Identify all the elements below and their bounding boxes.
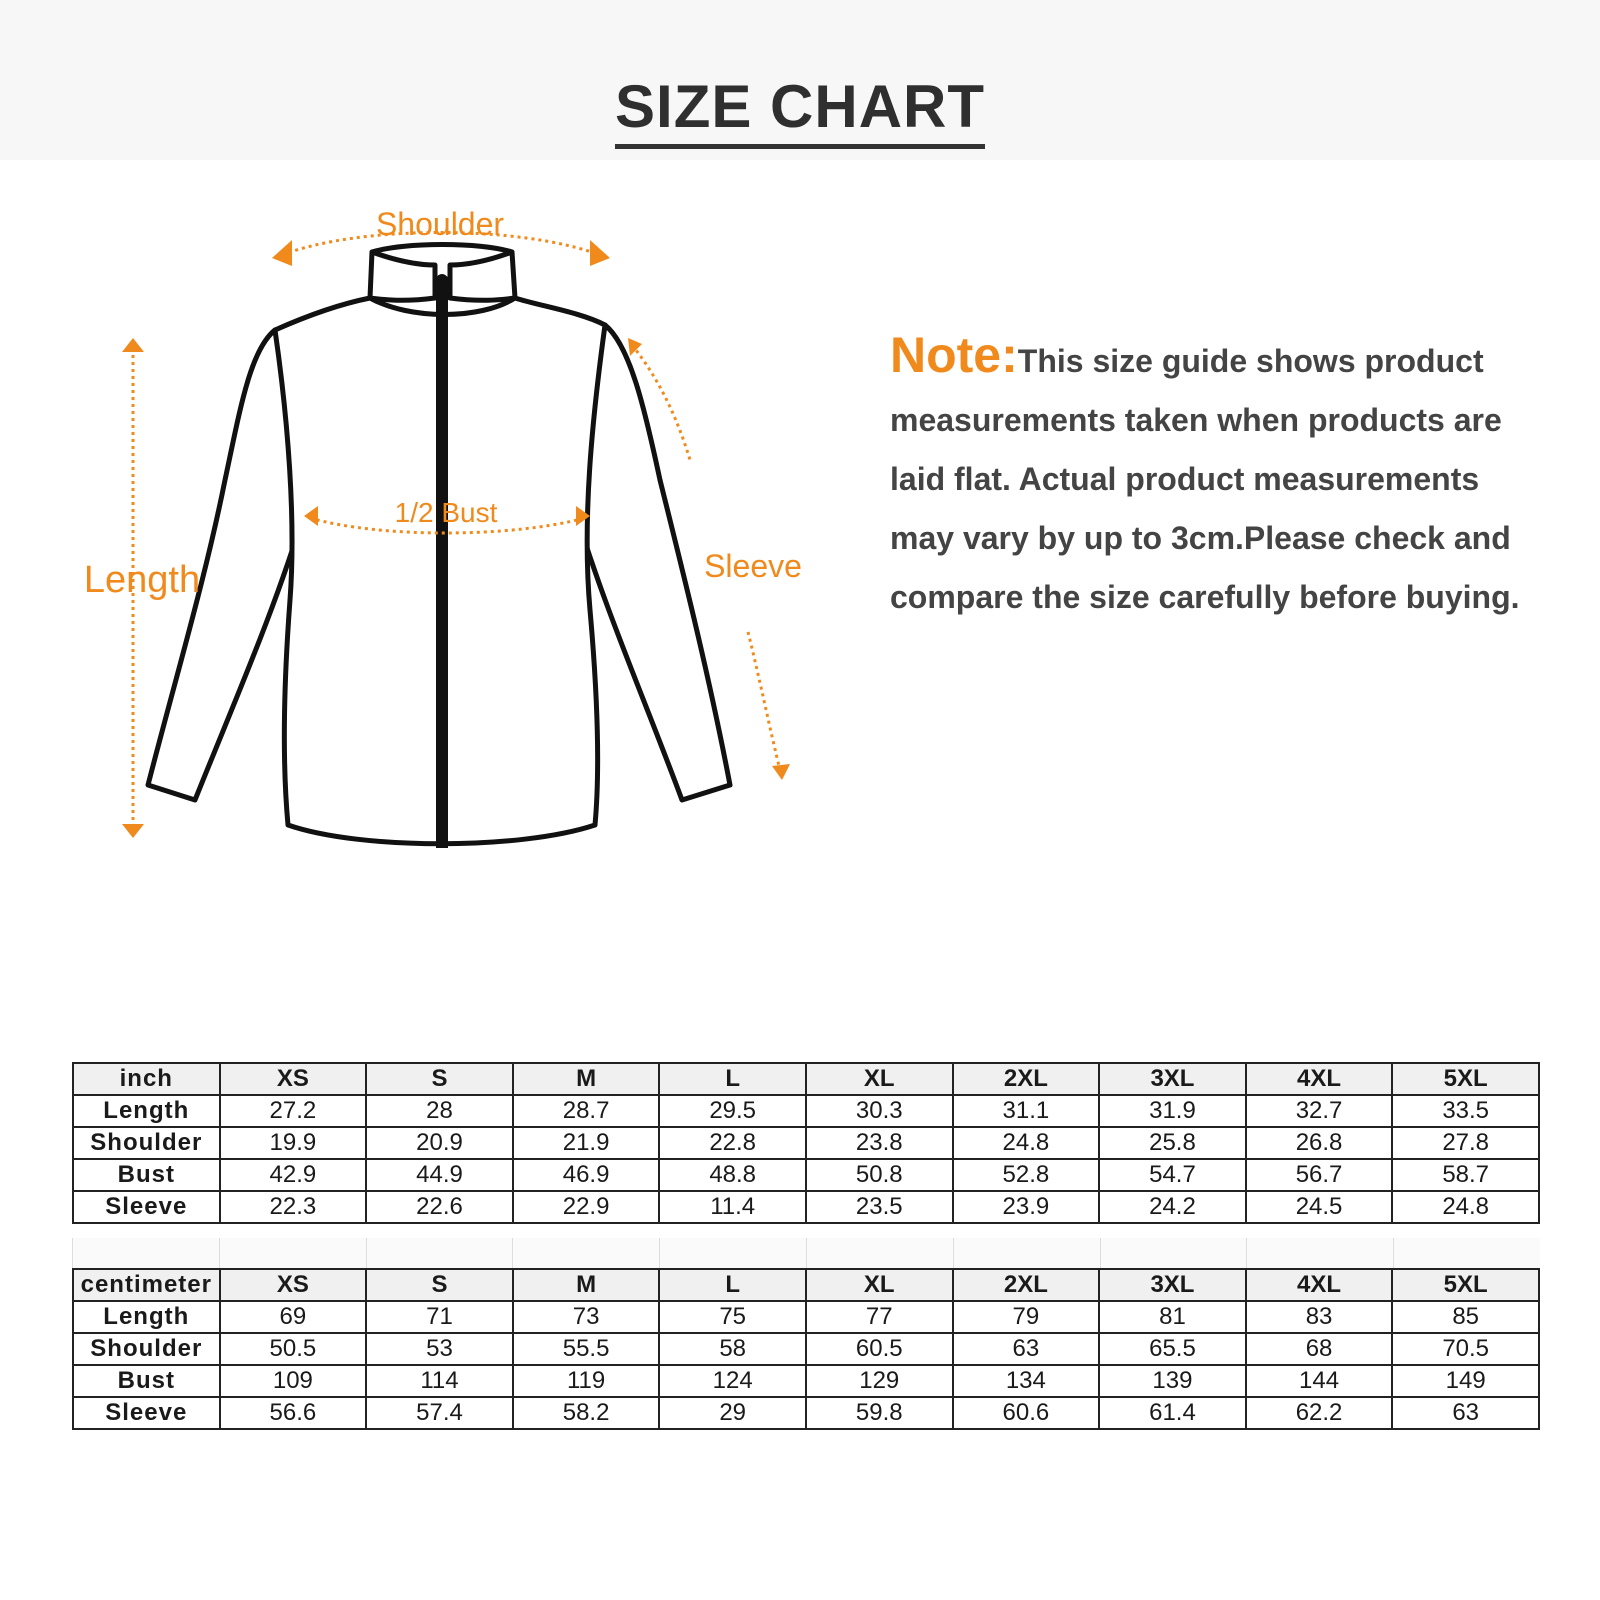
table-cell: 24.2 [1099,1191,1246,1223]
table-cell: 48.8 [659,1159,806,1191]
zipper-pull [433,274,451,302]
table-cell: 71 [366,1301,513,1333]
note-label: Note: [890,327,1018,383]
size-header: 3XL [1099,1063,1246,1095]
table-cell: 42.9 [220,1159,367,1191]
table-cell: 69 [220,1301,367,1333]
note-block [890,327,1540,627]
table-cell: 68 [1246,1333,1393,1365]
spacer-cell [366,1238,513,1268]
size-header: XL [806,1063,953,1095]
table-cell: 56.6 [220,1397,367,1429]
size-header: 5XL [1392,1063,1539,1095]
jacket-diagram-svg [60,180,860,880]
row-label: Shoulder [73,1127,220,1159]
table-cell: 28.7 [513,1095,660,1127]
table-row [73,1127,1539,1159]
table-cell: 27.2 [220,1095,367,1127]
page-title-text: SIZE CHART [615,72,985,149]
table-cell: 50.5 [220,1333,367,1365]
table-cell: 50.8 [806,1159,953,1191]
row-label: Bust [73,1365,220,1397]
spacer-cell [953,1238,1100,1268]
spacer-cell [1393,1238,1540,1268]
size-header: S [366,1063,513,1095]
unit-label-inch: inch [73,1063,220,1095]
table-spacer-row [72,1238,1540,1268]
table-cell: 56.7 [1246,1159,1393,1191]
table-cell: 57.4 [366,1397,513,1429]
table-row [73,1333,1539,1365]
table-cell: 46.9 [513,1159,660,1191]
table-cell: 129 [806,1365,953,1397]
inch-header-row [73,1063,1539,1095]
table-row [73,1191,1539,1223]
size-header: M [513,1269,660,1301]
table-cell: 63 [1392,1397,1539,1429]
spacer-cell [1100,1238,1247,1268]
size-header: S [366,1269,513,1301]
table-cell: 24.8 [1392,1191,1539,1223]
table-cell: 22.9 [513,1191,660,1223]
length-label: Length [83,559,201,601]
spacer-cell [219,1238,366,1268]
table-cell: 58.7 [1392,1159,1539,1191]
table-cell: 25.8 [1099,1127,1246,1159]
table-cell: 20.9 [366,1127,513,1159]
table-cell: 75 [659,1301,806,1333]
table-cell: 22.8 [659,1127,806,1159]
table-cell: 31.1 [953,1095,1100,1127]
row-label: Sleeve [73,1397,220,1429]
table-cell: 23.8 [806,1127,953,1159]
size-header: XS [220,1063,367,1095]
table-cell: 79 [953,1301,1100,1333]
table-cell: 26.8 [1246,1127,1393,1159]
sleeve-arrow-lower [748,632,780,770]
table-cell: 58.2 [513,1397,660,1429]
sleeve-label: Sleeve [704,548,802,584]
length-arrow-head-top [122,338,144,352]
table-cell: 109 [220,1365,367,1397]
spacer-cell [512,1238,659,1268]
table-cell: 23.9 [953,1191,1100,1223]
table-cell: 31.9 [1099,1095,1246,1127]
inch-size-table [72,1062,1540,1224]
row-label: Length [73,1301,220,1333]
table-cell: 33.5 [1392,1095,1539,1127]
size-header: 2XL [953,1269,1100,1301]
table-cell: 24.5 [1246,1191,1393,1223]
row-label: Length [73,1095,220,1127]
note-text: This size guide shows product measurements taken when products are laid flat. Actual product measurements may vary by up to 3cm.Please check and compare the size carefully before buying. [890,343,1520,615]
table-cell: 65.5 [1099,1333,1246,1365]
size-header: 3XL [1099,1269,1246,1301]
table-cell: 149 [1392,1365,1539,1397]
table-cell: 28 [366,1095,513,1127]
table-cell: 29.5 [659,1095,806,1127]
unit-label-centimeter: centimeter [73,1269,220,1301]
table-cell: 52.8 [953,1159,1100,1191]
shoulder-label: Shoulder [375,206,505,242]
size-header: L [659,1063,806,1095]
table-cell: 19.9 [220,1127,367,1159]
size-header: XS [220,1269,367,1301]
table-cell: 62.2 [1246,1397,1393,1429]
table-cell: 60.6 [953,1397,1100,1429]
collar-shape [370,252,435,300]
size-header: M [513,1063,660,1095]
table-row [73,1397,1539,1429]
row-label: Shoulder [73,1333,220,1365]
size-header: XL [806,1269,953,1301]
table-cell: 144 [1246,1365,1393,1397]
table-cell: 70.5 [1392,1333,1539,1365]
table-cell: 81 [1099,1301,1246,1333]
sleeve-arrow-head-top [628,338,642,356]
spacer-cell [659,1238,806,1268]
table-cell: 27.8 [1392,1127,1539,1159]
table-cell: 60.5 [806,1333,953,1365]
table-cell: 85 [1392,1301,1539,1333]
table-cell: 124 [659,1365,806,1397]
table-cell: 61.4 [1099,1397,1246,1429]
table-cell: 119 [513,1365,660,1397]
page-title [0,72,1600,149]
spacer-cell [72,1238,219,1268]
table-cell: 83 [1246,1301,1393,1333]
centimeter-size-table [72,1268,1540,1430]
table-cell: 59.8 [806,1397,953,1429]
collar-shape-right [450,252,515,300]
table-cell: 73 [513,1301,660,1333]
row-label: Sleeve [73,1191,220,1223]
size-header: 2XL [953,1063,1100,1095]
table-cell: 22.3 [220,1191,367,1223]
size-header: 5XL [1392,1269,1539,1301]
spacer-cell [1246,1238,1393,1268]
size-header: L [659,1269,806,1301]
table-row [73,1095,1539,1127]
table-cell: 63 [953,1333,1100,1365]
table-cell: 134 [953,1365,1100,1397]
cm-header-row [73,1269,1539,1301]
table-cell: 24.8 [953,1127,1100,1159]
table-cell: 139 [1099,1365,1246,1397]
jacket-diagram [60,180,860,880]
table-cell: 53 [366,1333,513,1365]
collar-top [372,245,512,253]
table-cell: 30.3 [806,1095,953,1127]
table-cell: 114 [366,1365,513,1397]
row-label: Bust [73,1159,220,1191]
shoulder-arrow-head-left [272,240,292,266]
table-cell: 77 [806,1301,953,1333]
shoulder-arrow-head-right [590,240,610,266]
size-header: 4XL [1246,1063,1393,1095]
table-cell: 22.6 [366,1191,513,1223]
bust-label: 1/2 Bust [394,497,498,528]
table-cell: 58 [659,1333,806,1365]
table-cell: 44.9 [366,1159,513,1191]
size-header: 4XL [1246,1269,1393,1301]
table-cell: 21.9 [513,1127,660,1159]
table-row [73,1301,1539,1333]
table-cell: 11.4 [659,1191,806,1223]
spacer-cell [806,1238,953,1268]
table-cell: 54.7 [1099,1159,1246,1191]
length-arrow-head-bottom [122,824,144,838]
table-row [73,1159,1539,1191]
table-cell: 55.5 [513,1333,660,1365]
table-cell: 29 [659,1397,806,1429]
table-cell: 32.7 [1246,1095,1393,1127]
sleeve-arrow-head-bottom [772,764,790,780]
table-cell: 23.5 [806,1191,953,1223]
table-row [73,1365,1539,1397]
